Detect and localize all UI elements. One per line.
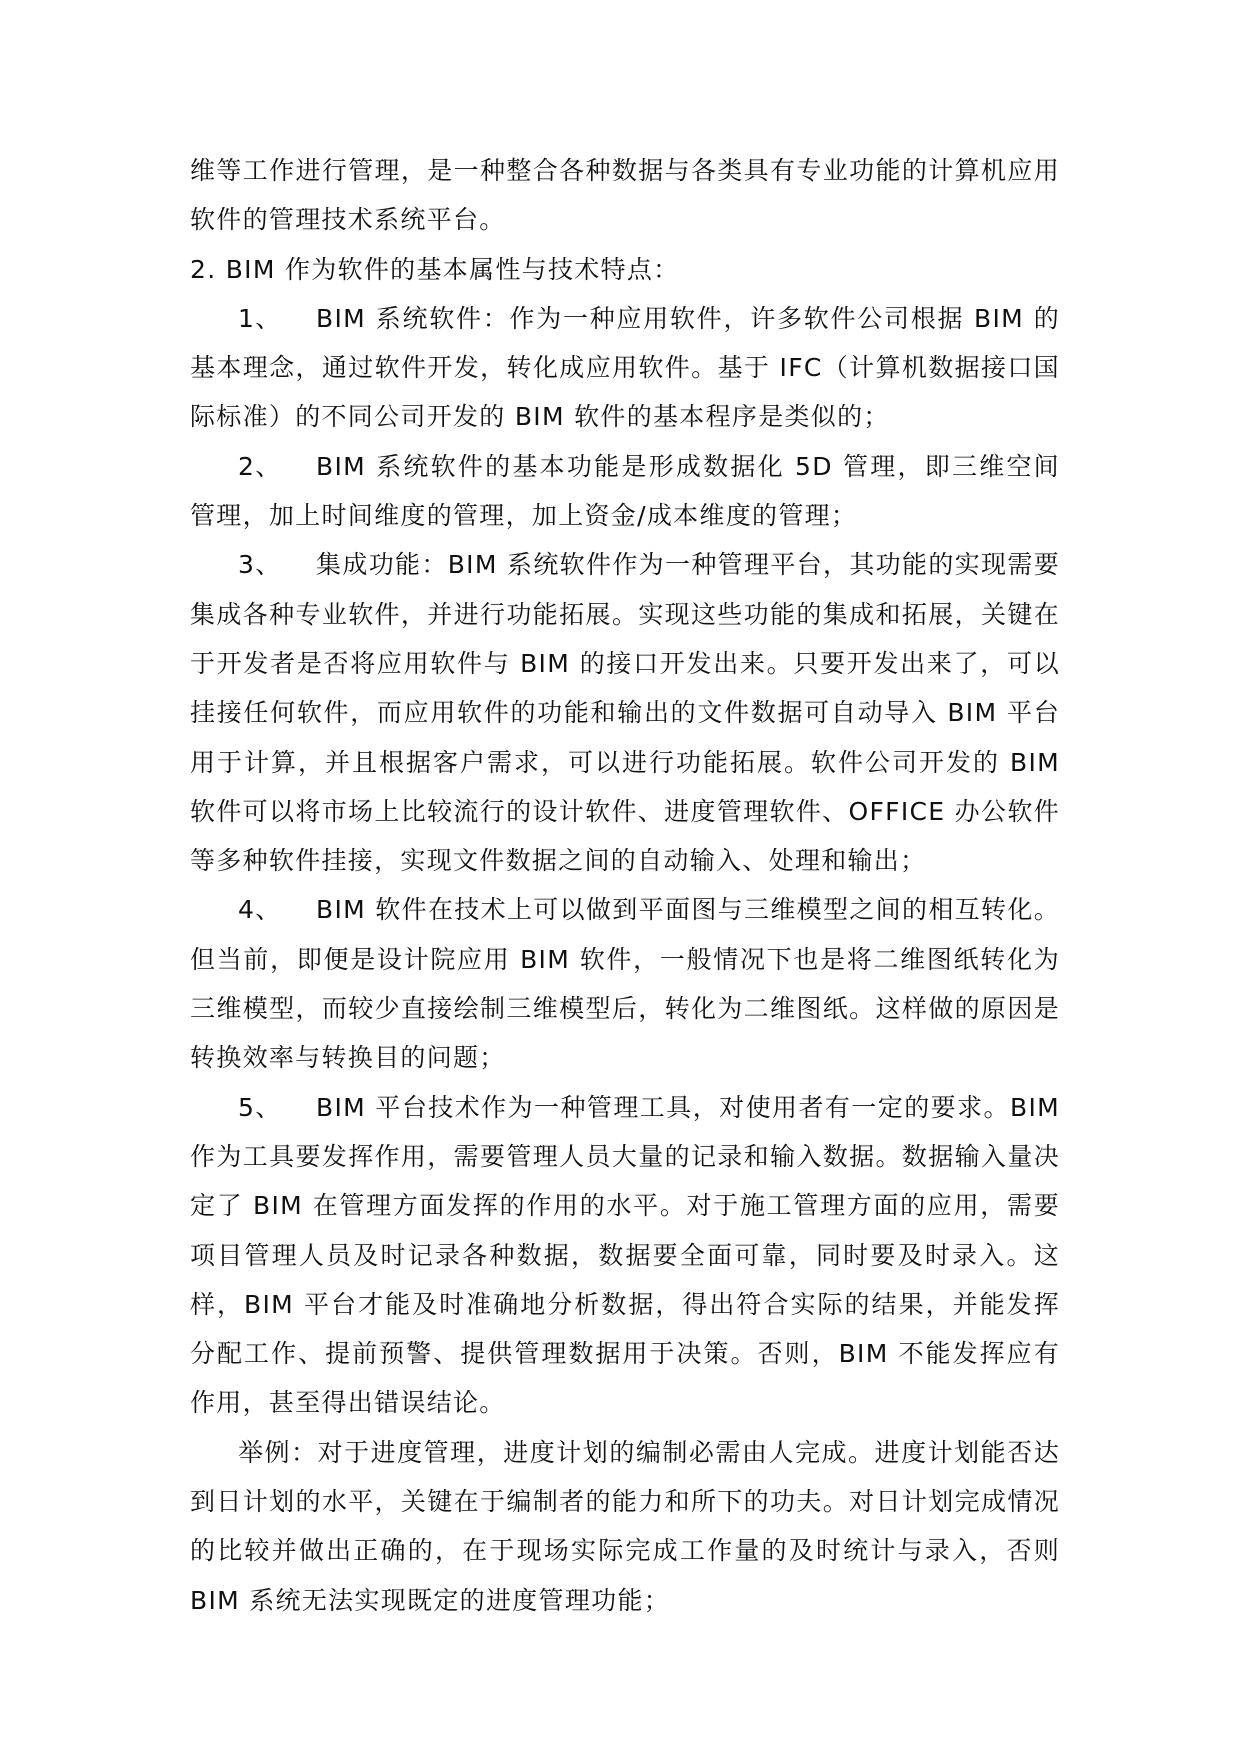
list-item-number: 3、 [238,550,282,580]
example-paragraph: 举例：对于进度管理，进度计划的编制必需由人完成。进度计划能否达到日计划的水平，关键在于编制者的能力和所下的功夫。对日计划完成情况的比较并做出正确的，在于现场实际完成工作量的及时统计与录入，否则 BIM 系统无法实现既定的进度管理功能； [190,1437,1060,1615]
list-item [190,294,1060,442]
list-item-text: BIM 系统软件的基本功能是形成数据化 5D 管理，即三维空间管理，加上时间维度的管理，加上资金/成本维度的管理； [190,451,1060,531]
list-item-text: BIM 软件在技术上可以做到平面图与三维模型之间的相互转化。但当前，即便是设计院应用 BIM 软件，一般情况下也是将二维图纸转化为三维模型，而较少直接绘制三维模型后，转化为二维图纸。这样做的原因是转换效率与转换目的问题； [190,895,1060,1073]
list-item-text: BIM 平台技术作为一种管理工具，对使用者有一定的要求。BIM 作为工具要发挥作用，需要管理人员大量的记录和输入数据。数据输入量决定了 BIM 在管理方面发挥的作用的水平。对于施工管理方面的应用，需要项目管理人员及时记录各种数据，数据要全面可靠，同时要及时录入。这样，BIM 平台才能及时准确地分析数据，得出符合实际的结果，并能发挥分配工作、提前预警、提供管理数据用于决策。否则，BIM 不能发挥应有作用，甚至得出错误结论。 [190,1092,1060,1418]
list-item-number: 2、 [238,451,282,481]
list-item [190,442,1060,541]
section-heading: 2. BIM 作为软件的基本属性与技术特点： [190,254,680,284]
list-item-number: 4、 [238,895,282,925]
paragraph-continuation: 维等工作进行管理，是一种整合各种数据与各类具有专业功能的计算机应用软件的管理技术系统平台。 [190,156,1060,235]
list-item-number: 5、 [238,1092,282,1122]
list-item [190,885,1060,1082]
page-content [190,146,1060,1625]
list-item [190,540,1060,885]
list-item-text: BIM 系统软件：作为一种应用软件，许多软件公司根据 BIM 的基本理念，通过软件开发，转化成应用软件。基于 IFC（计算机数据接口国际标准）的不同公司开发的 BIM 软件的基本程序是类似的； [190,303,1060,432]
list-item [190,1083,1060,1428]
list-item-number: 1、 [238,303,282,333]
list-item-text: 集成功能：BIM 系统软件作为一种管理平台，其功能的实现需要集成各种专业软件，并进行功能拓展。实现这些功能的集成和拓展，关键在于开发者是否将应用软件与 BIM 的接口开发出来。只要开发出来了，可以挂接任何软件，而应用软件的功能和输出的文件数据可自动导入 BIM 平台用于计算，并且根据客户需求，可以进行功能拓展。软件公司开发的 BIM 软件可以将市场上比较流行的设计软件、进度管理软件、OFFICE 办公软件等多种软件挂接，实现文件数据之间的自动输入、处理和输出； [190,550,1060,876]
